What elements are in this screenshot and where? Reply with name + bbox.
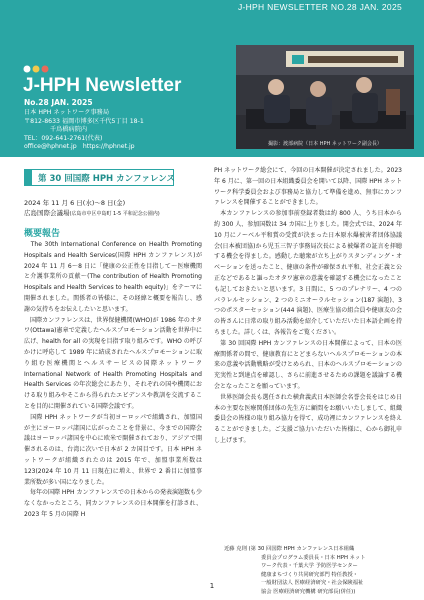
hph-logo-icon	[23, 63, 83, 75]
event-venue	[24, 208, 160, 217]
conference-stage-image	[236, 45, 414, 149]
signature-line-5: 一般財団法人 医療経済研究・社会保険福祉	[261, 580, 364, 587]
signature-line-3: ワーク代表・千葉大学 予防医学センター	[261, 563, 358, 570]
conference-photo	[236, 45, 414, 149]
contact-info	[24, 109, 144, 152]
event-date: 2024 年 11 月 6 日(水)～8 日(金)	[24, 199, 126, 207]
issue-number: No.28 JAN. 2025	[24, 98, 93, 107]
newsletter-title: J-HPH Newsletter	[23, 75, 182, 96]
office-name: 日本 HPH ネットワーク事務局	[24, 109, 110, 116]
office-address-building: 千鳥橋病院内	[50, 126, 88, 134]
office-tel: TEL：092-641-2761(代表)	[24, 134, 103, 142]
office-email-web[interactable]: office@hphnet.jp https://hphnet.jp	[24, 143, 135, 151]
newsletter-top-bar	[0, 0, 424, 15]
signature-line-1: 近藤 克則 (第 30 回国際 HPH カンファレンス日本組織	[224, 546, 355, 552]
article-body-right: PH ネットワーク総会にて、今回の日本開催が決定されました。2023 年 6 月に、第一回の日本組織委員会を開いて以降、国際 HPH ネットワーク科学委員会および事務局と協力して準備を進め、無事にカンファレンスを開催することができました。 本カンファレンスの参加事前登録者数は約 800 人、うち日本から約 300 人、参加国数は 34 カ国に上りました。開会式では、2024 年 10 月にノーベル平和賞の受賞が決まった日本原水爆被害者団体協議会(日本被団協)から児玉三智子事務局次長による被爆者の証言を拝聴する機会を得ました。感動した聴衆が立ち上がりスタンディング・オベーションを送ったこと、健康の条件が確保され平和、社会正義と公正などであると謳ったオタワ憲章の意義を確認する機会になったことも記しておきたいと思います。3 日間に、5 つのプレナリー、4 つのパラレルセッション、2 つのミニオーラルセッション(187 演題)、3 つのポスターセッション(444 演題)、医療生協の組合員や健康友の会の皆さんに日常の取り組み活動を紹介していただいた日本語企画を持ちました。詳しくは、各報告をご覧ください。 第 30 回国際 HPH カンファレンスの日本開催によって、日本の医療関係者の間で、健康教育にとどまらないヘルスプロモーションの本来の意義や活動戦略が受けとめられ、日本のヘルスプロモーションの充実性と到達点を確認し、さらに前進させるための課題を議論する機会となったことを願っています。 世界医師会長も選任された横倉義武日本医師会名誉会長をはじめ日本の主要な医療関係団体の先生方に顧問をお願いいたしまして、組織委員会の皆様の取り組み協力を得て、成功裡にカンファレンスを終えることができました。ご支援ご協力いただいた皆様に、心から御礼申し上げます。	[214, 167, 402, 444]
page-number: 1	[209, 582, 215, 590]
photo-caption: 撮影：渡部病院（日本 HPH ネットワーク副会長）	[268, 141, 382, 147]
article-heading-box	[24, 169, 174, 186]
article-body-left: The 30th International Conference on Health Promoting Hospitals and Health Services(国際 HPH カンファレンス)が 2024 年 11 月 6～8 日に「健康の公正性を目指して～医療機関と介護事業所の貢献～(The contribution of Health Promoting Hospitals and Health Services to health equity)」をテーマに開催されました。関係者の皆様に、その経緯と概要を報告し、感謝の気持ちをお伝えしたいと思います。 国際カンファレンスは、世界保健機関(WHO)が 1986 年のオタワ(Ottawa)憲章で定義したヘルスプロモーション活動を世界中に広げ、health for all の実現を目指す取り組みです。WHO の呼びかけに呼応して 1989 年に結成されたヘルスプロモーションに取り組む医療機関とヘルスサービスの国際ネットワーク International Network of Health Promoting Hospitals and Health Services の年次総会にあたり、それぞれの国や機関における取り組みやそこから得られたエビデンスや教訓を交流することを目的に開催されている国際会議です。 国際 HPH ネットワークが当初ヨーロッパで組織され、加盟国が主にヨーロッパ諸国に広がったことを背景に、今までの国際会議はヨーロッパ諸国を中心に欧米で開催されており、アジアで開催されるのは、台湾に次いで日本が 2 カ国目です。日本 HPH ネットワークが組織されたのは 2015 年で、加盟事業所数は 123(2024 年 10 月 11 日現在)に増え、世界で 2 番目に加盟事業所数が多い国になりました。 毎年の国際 HPH カンファレンスでの日本からの発表演題数も少なくなかったところ、同カンファレンスの日本開催を打診され、2023 年 5 月の国際 H	[24, 241, 203, 518]
office-address: 〒812-8633 福岡市博多区千代5丁目 18-1	[24, 117, 144, 125]
heading-accent-bar	[25, 170, 32, 185]
signature-line-6: 協会 医療経済研究機構 研究部長(併任))	[261, 588, 356, 595]
newsletter-issue-label: J-HPH NEWSLETTER NO.28 JAN. 2025	[237, 2, 402, 12]
venue-detail: (広島市中区中島町 1-5 平和記念公園内)	[69, 211, 160, 217]
signature-line-2: 委員会プログラム委員長・日本 HPH ネット	[261, 554, 366, 561]
overview-heading: 概要報告	[24, 229, 61, 239]
signature-line-4: 健康まちづくり共同研究部門 特任教授・	[261, 571, 358, 578]
venue-name: 広島国際会議場	[24, 209, 70, 217]
article-heading: 第 30 回国際 HPH カンファレンス	[38, 174, 175, 184]
